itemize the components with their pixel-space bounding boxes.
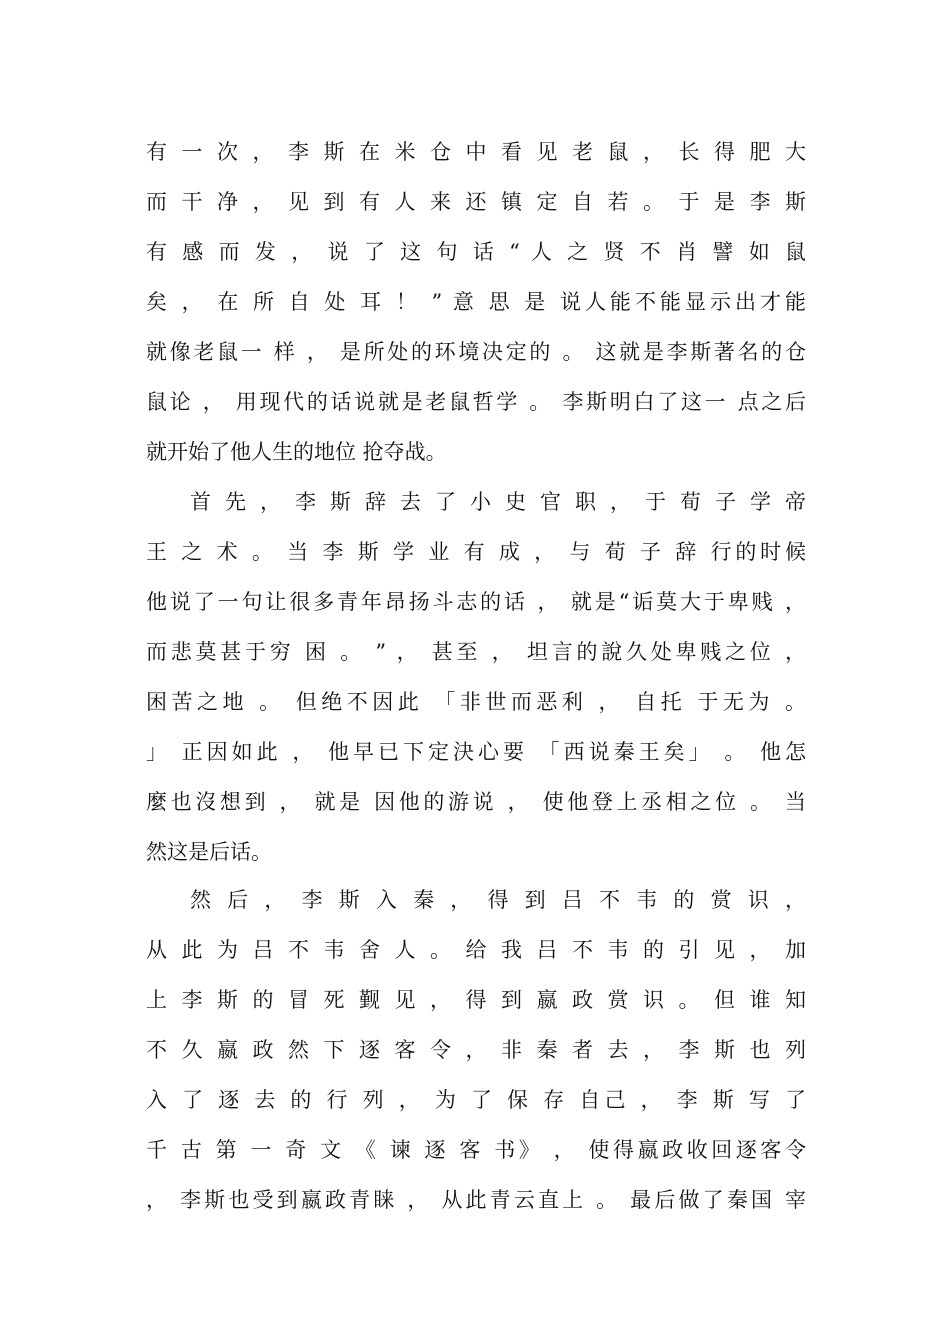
paragraph-3-line-1: 然 后 ， 李 斯 入 秦 ， 得 到 吕 不 韦 的 赏 识 ， bbox=[190, 888, 806, 912]
paragraph-3-line-7: ， 李斯也受到嬴政青睐 ， 从此青云直上 。 最后做了秦国 宰 bbox=[146, 1188, 806, 1212]
paragraph-2-line-3: 他说了一句让很多青年昂扬斗志的话 ， 就是“诟莫大于卑贱 ， bbox=[146, 590, 806, 614]
paragraph-2-line-1: 首 先 ， 李 斯 辞 去 了 小 史 官 职 ， 于 荀 子 学 帝 bbox=[190, 490, 806, 514]
paragraph-1-line-5: 就像老鼠一 样 ， 是所处的环境决定的 。 这就是李斯著名的仓 bbox=[146, 340, 806, 364]
paragraph-3-line-3: 上 李 斯 的 冒 死 觐 见 ， 得 到 嬴 政 赏 识 。 但 谁 知 bbox=[146, 988, 806, 1012]
paragraph-2-line-4: 而悲莫甚于穷 困 。 ” ， 甚至 ， 坦言的說久处卑贱之位 ， bbox=[146, 640, 806, 664]
paragraph-3-line-4: 不 久 嬴 政 然 下 逐 客 令 ， 非 秦 者 去 ， 李 斯 也 列 bbox=[146, 1038, 806, 1062]
paragraph-1-line-1: 有 一 次 ， 李 斯 在 米 仓 中 看 见 老 鼠 ， 长 得 肥 大 bbox=[146, 140, 806, 164]
paragraph-3-line-5: 入 了 逐 去 的 行 列 ， 为 了 保 存 自己 ， 李 斯 写 了 bbox=[146, 1088, 806, 1112]
paragraph-3-line-2: 从 此 为 吕 不 韦 舍 人 。 给 我 吕 不 韦 的 引 见 ， 加 bbox=[146, 938, 806, 962]
paragraph-2-line-2: 王 之 术 。 当 李 斯 学 业 有 成 ， 与 荀 子 辞 行的时候 bbox=[146, 540, 806, 564]
paragraph-3-line-6: 千 古 第 一 奇 文 《 谏 逐 客 书》 ， 使得嬴政收回逐客令 bbox=[146, 1138, 806, 1162]
paragraph-2-line-5: 困苦之地 。 但绝不因此 「非世而恶利 ， 自托 于无为 。 bbox=[146, 690, 806, 714]
paragraph-1-line-3: 有 感 而 发 ， 说 了 这 句 话 “ 人 之 贤 不 肖 譬 如 鼠 bbox=[146, 240, 806, 264]
paragraph-1-line-6: 鼠论 ， 用现代的话说就是老鼠哲学 。 李斯明白了这一 点之后 bbox=[146, 390, 806, 414]
paragraph-2-line-6: 」 正因如此 ， 他早已下定決心要 「西说秦王矣」 。 他怎 bbox=[146, 740, 806, 764]
paragraph-2-line-7: 麼也沒想到 ， 就是 因他的游说 ， 使他登上丞相之位 。 当 bbox=[146, 790, 806, 814]
paragraph-1-line-7: 就开始了他人生的地位 抢夺战。 bbox=[146, 440, 447, 464]
paragraph-1-line-2: 而 干 净 ， 见 到 有 人 来 还 镇 定 自 若 。 于 是 李 斯 bbox=[146, 190, 806, 214]
paragraph-2-line-8: 然这是后话。 bbox=[146, 840, 272, 864]
paragraph-1-line-4: 矣 ， 在 所 自 处 耳 ！ ” 意 思 是 说人能不能显示出才能 bbox=[146, 290, 806, 314]
